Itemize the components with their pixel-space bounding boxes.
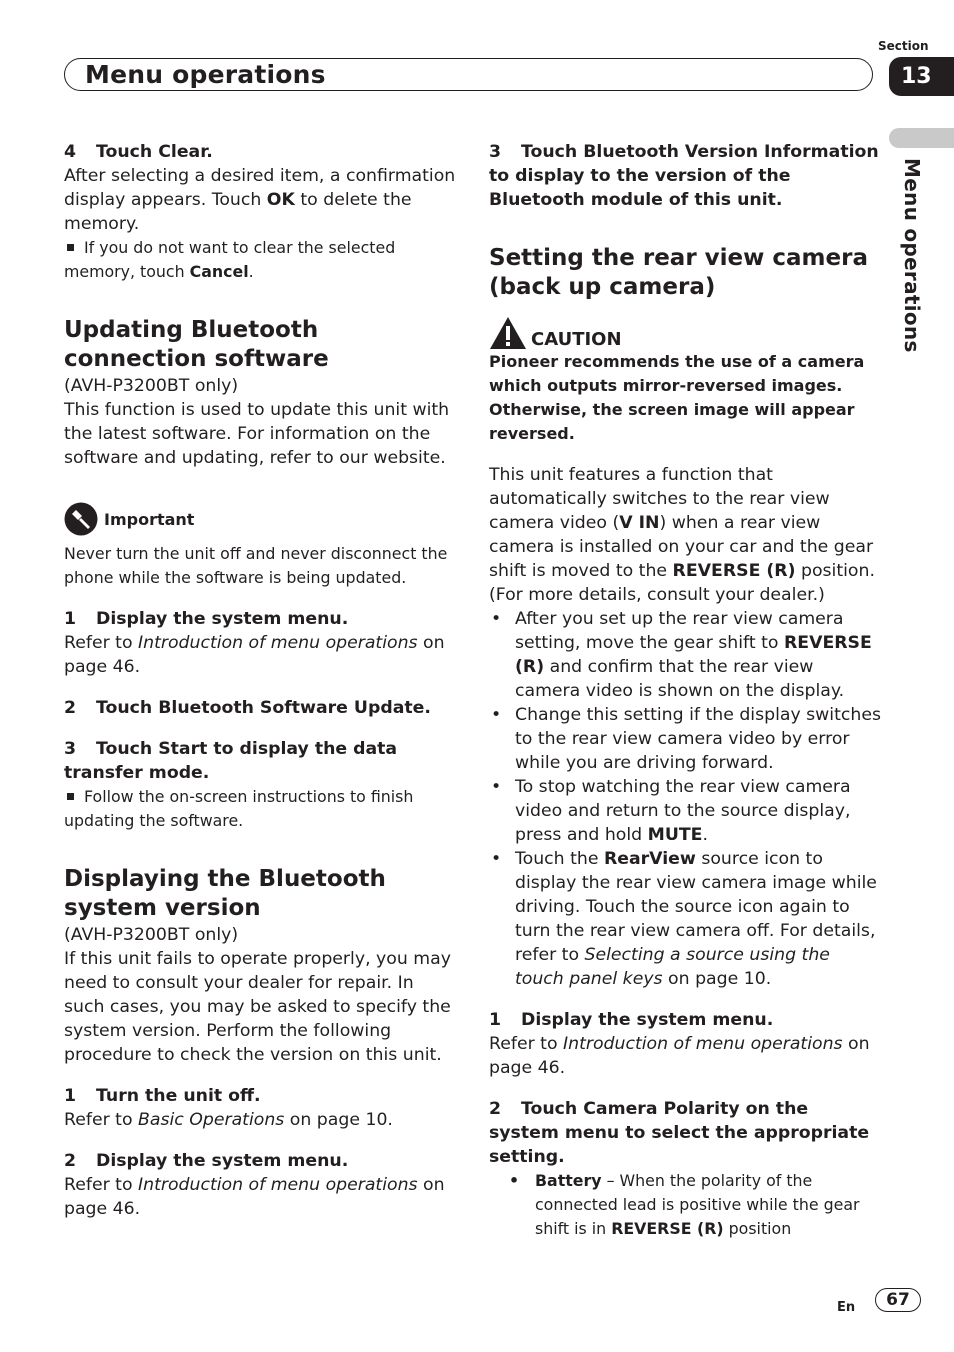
clear-note: If you do not want to clear the selected memory, touch Cancel.: [64, 238, 396, 281]
section-number-badge: 13: [889, 57, 954, 96]
camera-paragraph: This unit features a function that automatically switches to the rear view camera video (V IN) when a rear view camera is installed on your car and the gear shift is moved to the REVERSE (R) position.(For more details, consult your dealer.): [489, 465, 875, 605]
side-tab-bar: [889, 128, 954, 148]
caution-label-row: CAUTION: [489, 316, 881, 350]
version-step-2-ref: Refer to Introduction of menu operations on page 46.: [64, 1175, 445, 1219]
important-text: Never turn the unit off and never disconnect the phone while the software is being updated.: [64, 544, 448, 587]
important-label-row: Important: [64, 502, 456, 536]
version-paragraph: If this unit fails to operate properly, you may need to consult your dealer for repair. In such cases, you may be asked to specify the system version. Perform the following procedure to check the version on this unit.: [64, 949, 451, 1065]
right-column: [489, 140, 881, 1241]
update-step-3: 3 Touch Start to display the data transfer mode.: [64, 739, 398, 783]
step-touch-clear: 4 Touch Clear.: [64, 142, 213, 162]
page-number: 67: [875, 1288, 921, 1312]
camera-step-1-ref: Refer to Introduction of menu operations on page 46.: [489, 1034, 870, 1078]
list-item: • After you set up the rear view camera setting, move the gear shift to REVERSE (R) and confirm that the rear view camera video is shown on the display.: [491, 609, 872, 701]
side-tab-label: Menu operations: [900, 158, 924, 353]
caution-text: Pioneer recommends the use of a camera which outputs mirror-reversed images. Otherwise, the screen image will appear reversed.: [489, 352, 865, 443]
camera-bullet-list: [489, 607, 881, 991]
version-step-3: 3 Touch Bluetooth Version Information to display to the version of the Bluetooth module of this unit.: [489, 142, 879, 210]
header-title-box: [64, 58, 873, 91]
model-note: (AVH-P3200BT only): [64, 376, 239, 396]
version-step-1: 1 Turn the unit off.: [64, 1086, 261, 1106]
language-code: En: [837, 1300, 856, 1315]
warning-triangle-icon: [489, 316, 527, 350]
update-paragraph: This function is used to update this unit with the latest software. For information on the software and updating, refer to our website.: [64, 400, 450, 468]
version-step-2: 2 Display the system menu.: [64, 1151, 349, 1171]
section-label: Section: [878, 39, 929, 53]
heading-updating-bluetooth: Updating Bluetooth connection software: [64, 317, 329, 372]
update-step-1-ref: Refer to Introduction of menu operations on page 46.: [64, 633, 445, 677]
important-icon: [64, 502, 98, 536]
battery-option: • Battery – When the polarity of the connected lead is positive while the gear shift is in REVERSE (R) position: [509, 1171, 860, 1238]
version-step-1-ref: Refer to Basic Operations on page 10.: [64, 1110, 393, 1130]
square-bullet-icon: [67, 793, 74, 800]
update-step-2: 2 Touch Bluetooth Software Update.: [64, 698, 431, 718]
update-step-3-note: Follow the on-screen instructions to finish updating the software.: [64, 787, 414, 830]
update-step-1: 1 Display the system menu.: [64, 609, 349, 629]
list-item: • To stop watching the rear view camera video and return to the source display, press and hold MUTE.: [491, 777, 851, 845]
camera-step-1: 1 Display the system menu.: [489, 1010, 774, 1030]
page-title: Menu operations: [85, 60, 326, 89]
heading-displaying-version: Displaying the Bluetooth system version: [64, 866, 386, 921]
list-item: • Change this setting if the display switches to the rear view camera video by error while you are driving forward.: [491, 705, 881, 773]
square-bullet-icon: [67, 244, 74, 251]
list-item: • Touch the RearView source icon to display the rear view camera image while driving. Touch the source icon again to turn the rear view camera off. For details, refer to Selecting a source using the touch panel keys on page 10.: [491, 849, 877, 989]
heading-rear-view-camera: Setting the rear view camera (back up camera): [489, 245, 868, 300]
camera-step-2: 2 Touch Camera Polarity on the system menu to select the appropriate setting.: [489, 1099, 870, 1167]
model-note: (AVH-P3200BT only): [64, 925, 239, 945]
clear-paragraph: After selecting a desired item, a confirmation display appears. Touch OK to delete the memory.: [64, 166, 456, 234]
left-column: [64, 140, 456, 1221]
